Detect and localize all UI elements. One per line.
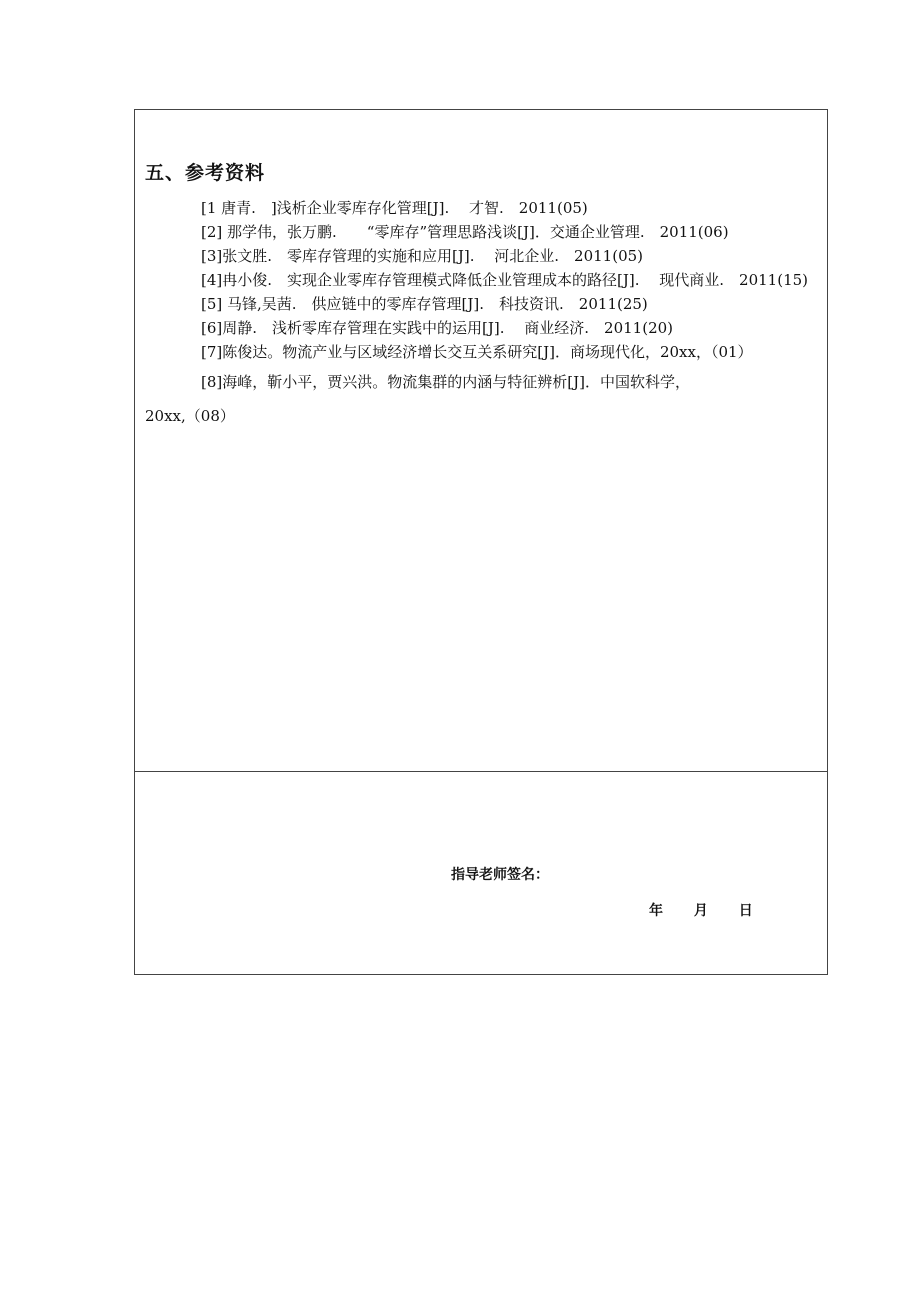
date-day-label: 日 — [738, 903, 753, 919]
section-heading: 五、参考资料 — [145, 162, 266, 184]
reference-item: [5] 马锋,吴茜. 供应链中的零库存管理[J]. 科技资讯. 2011(25) — [201, 295, 648, 313]
reference-list — [145, 196, 821, 428]
reference-item-8-line1: [8]海峰，靳小平，贾兴洪。物流集群的内涵与特征辨析[J]．中国软科学， — [201, 373, 690, 391]
date-year-label: 年 — [649, 903, 663, 919]
date-month-label: 月 — [693, 903, 708, 919]
reference-item: [6]周静. 浅析零库存管理在实践中的运用[J]. 商业经济. 2011(20) — [201, 319, 674, 337]
date-row — [649, 900, 779, 920]
reference-item-8-line2: 20xx,（08） — [145, 407, 235, 425]
signature-cell — [135, 772, 827, 974]
reference-item: [3]张文胜. 零库存管理的实施和应用[J]. 河北企业. 2011(05) — [201, 247, 644, 265]
reference-item: [7]陈俊达。物流产业与区域经济增长交互关系研究[J]．商场现代化，20xx，（01） — [201, 343, 753, 361]
reference-item: [4]冉小俊. 实现企业零库存管理模式降低企业管理成本的路径[J]. 现代商业. 2011(15) — [201, 271, 809, 289]
advisor-signature-label: 指导老师签名： — [451, 867, 549, 883]
reference-item: [1 唐青. ]浅析企业零库存化管理[J]. 才智. 2011(05) — [201, 199, 588, 217]
reference-item: [2] 那学伟，张万鹏. “零库存”管理思路浅谈[J]．交通企业管理. 2011(06) — [201, 223, 729, 241]
reference-item-8 — [145, 370, 821, 428]
references-cell — [135, 110, 827, 772]
document-table — [134, 109, 828, 975]
